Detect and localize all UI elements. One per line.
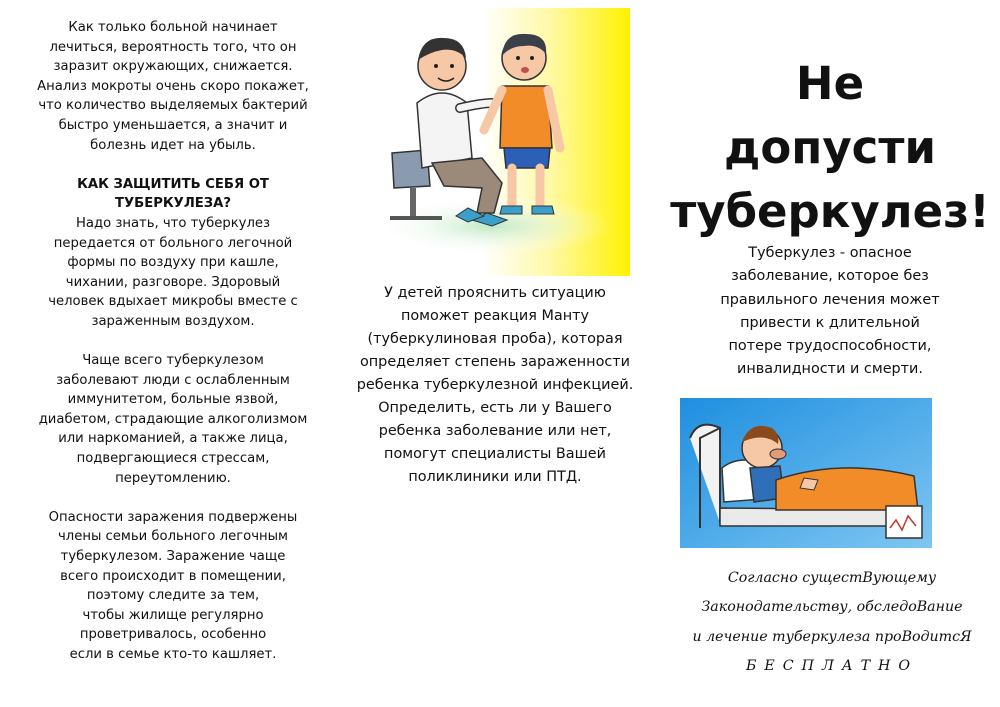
page-title: Не допусти туберкулез!: [670, 57, 990, 238]
legal-text: Согласно сущестВующему Законодательству, обследоВание и лечение туберкулеза проВодитсЯ: [692, 570, 972, 645]
left-paragraph-2: Надо знать, что туберкулез передается от больного легочной формы по воздуху при кашле, чихании, разговоре. Здоровый человек вдыхает микробы вместе с зараженным воздухом.: [48, 215, 298, 329]
section-heading: КАК ЗАЩИТИТЬ СЕБЯ ОТ ТУБЕРКУЛЕЗА?: [77, 176, 269, 212]
intro-block: [690, 242, 970, 382]
doctor-child-illustration: [372, 8, 630, 276]
left-paragraph-4: Опасности заражения подвержены члены семьи больного легочным туберкулезом. Заражение чаще всего происходит в помещении, поэтому следите за тем, чтобы жилище регулярно проветривалось, особенно если в семье кто-то кашляет.: [48, 509, 298, 662]
legal-block: [672, 564, 992, 680]
middle-column: [345, 282, 645, 489]
patient-in-bed-illustration: [680, 398, 932, 548]
left-column: [18, 18, 328, 684]
left-paragraph-1: Как только больной начинает лечиться, вероятность того, что он заразит окружающих, снижается. Анализ мокроты очень скоро покажет, что количество выделяемых бактерий быстро уменьшается, а значит и болезнь идет на убыль.: [37, 20, 309, 153]
mantoux-paragraph: У детей прояснить ситуацию поможет реакция Манту (туберкулиновая проба), которая определяет степень зараженности ребенка туберкулезной инфекцией. Определить, есть ли у Вашего ребенка заболевание или нет, помогут специалисты Вашей поликлиники или ПТД.: [356, 285, 634, 485]
free-of-charge-label: БЕСПЛАТНО: [745, 657, 919, 674]
intro-paragraph: Туберкулез - опасное заболевание, которое без правильного лечения может привести к длительной потере трудоспособности, инвалидности и смерти.: [720, 245, 940, 378]
left-paragraph-3: Чаще всего туберкулезом заболевают люди с ослабленным иммунитетом, больные язвой, диабетом, страдающие алкоголизмом или наркоманией, а также лица, подвергающиеся стрессам, переутомлению.: [38, 353, 308, 486]
